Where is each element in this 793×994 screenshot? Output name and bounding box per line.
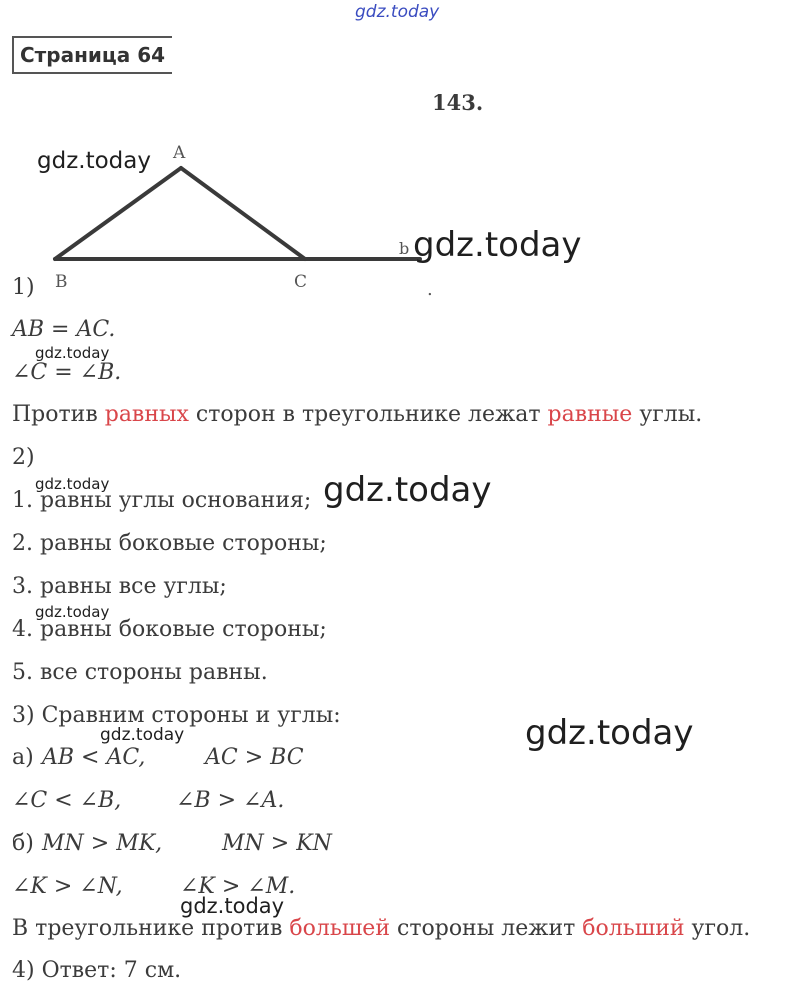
conclusion-highlight-2: больший xyxy=(582,916,685,941)
statement-text-3: углы. xyxy=(632,402,703,427)
stray-mark: . xyxy=(427,279,433,300)
part3-b-eq2: MN > KN xyxy=(222,831,332,856)
part3-b-ang2: ∠K > ∠M. xyxy=(180,874,296,899)
side-ab xyxy=(55,168,181,259)
part3-a-eq2: AC > BC xyxy=(205,745,304,770)
statement-highlight-2: равные xyxy=(547,402,633,427)
part1-eq2: ∠C = ∠B. xyxy=(12,360,122,385)
part3-label: 3) Сравним стороны и углы: xyxy=(12,703,341,728)
part1-statement xyxy=(12,401,702,429)
part3-b-eq1: MN > MK, xyxy=(42,831,163,856)
watermark-figure-left: gdz.today xyxy=(37,148,151,174)
part4-answer: 4) Ответ: 7 см. xyxy=(12,958,182,983)
list-item: 5. все стороны равны. xyxy=(12,660,268,685)
list-item: 4. равны боковые стороны; xyxy=(12,617,327,642)
statement-text-2: сторон в треугольнике лежат xyxy=(188,402,548,427)
watermark-small-5: gdz.today xyxy=(180,894,285,918)
part3-a-ang1: ∠C < ∠B, xyxy=(12,788,122,813)
watermark-top: gdz.today xyxy=(355,2,440,22)
conclusion-highlight-1: большей xyxy=(289,916,390,941)
part3-a-eq1: AB < AC, xyxy=(42,745,146,770)
conclusion-text-1: В треугольнике против xyxy=(12,916,290,941)
ray-end-label: b xyxy=(399,239,410,258)
part3-b-prefix: б) xyxy=(12,831,34,856)
side-ac xyxy=(181,168,305,259)
watermark-figure-right: gdz.today xyxy=(413,225,582,265)
vertex-a-label: A xyxy=(173,143,186,163)
page-label: Страница 64 xyxy=(12,36,172,74)
watermark-small-4: gdz.today xyxy=(100,725,185,745)
conclusion-text-2: стороны лежит xyxy=(390,916,583,941)
part3-b-ang1: ∠K > ∠N, xyxy=(12,874,123,899)
part1-eq1: AB = AC. xyxy=(12,317,116,342)
problem-number: 143. xyxy=(432,90,484,115)
watermark-small-2: gdz.today xyxy=(35,475,110,493)
part2-label: 2) xyxy=(12,445,35,470)
conclusion-text-3: угол. xyxy=(684,916,751,941)
part1-label: 1) xyxy=(12,275,35,300)
statement-text-1: Против xyxy=(12,402,105,427)
part3-a-prefix: а) xyxy=(12,745,34,770)
watermark-small-3: gdz.today xyxy=(35,603,110,621)
list-item: 1. равны углы основания; xyxy=(12,488,312,513)
vertex-c-label: C xyxy=(294,272,308,292)
list-item: 3. равны все углы; xyxy=(12,574,227,599)
watermark-large-right: gdz.today xyxy=(525,713,694,753)
part3-a-ang2: ∠B > ∠A. xyxy=(176,788,285,813)
part3-conclusion xyxy=(12,915,750,943)
watermark-small-1: gdz.today xyxy=(35,344,110,362)
list-item: 2. равны боковые стороны; xyxy=(12,531,327,556)
vertex-b-label: B xyxy=(55,272,68,292)
watermark-large-mid: gdz.today xyxy=(323,470,492,510)
statement-highlight-1: равных xyxy=(104,402,189,427)
